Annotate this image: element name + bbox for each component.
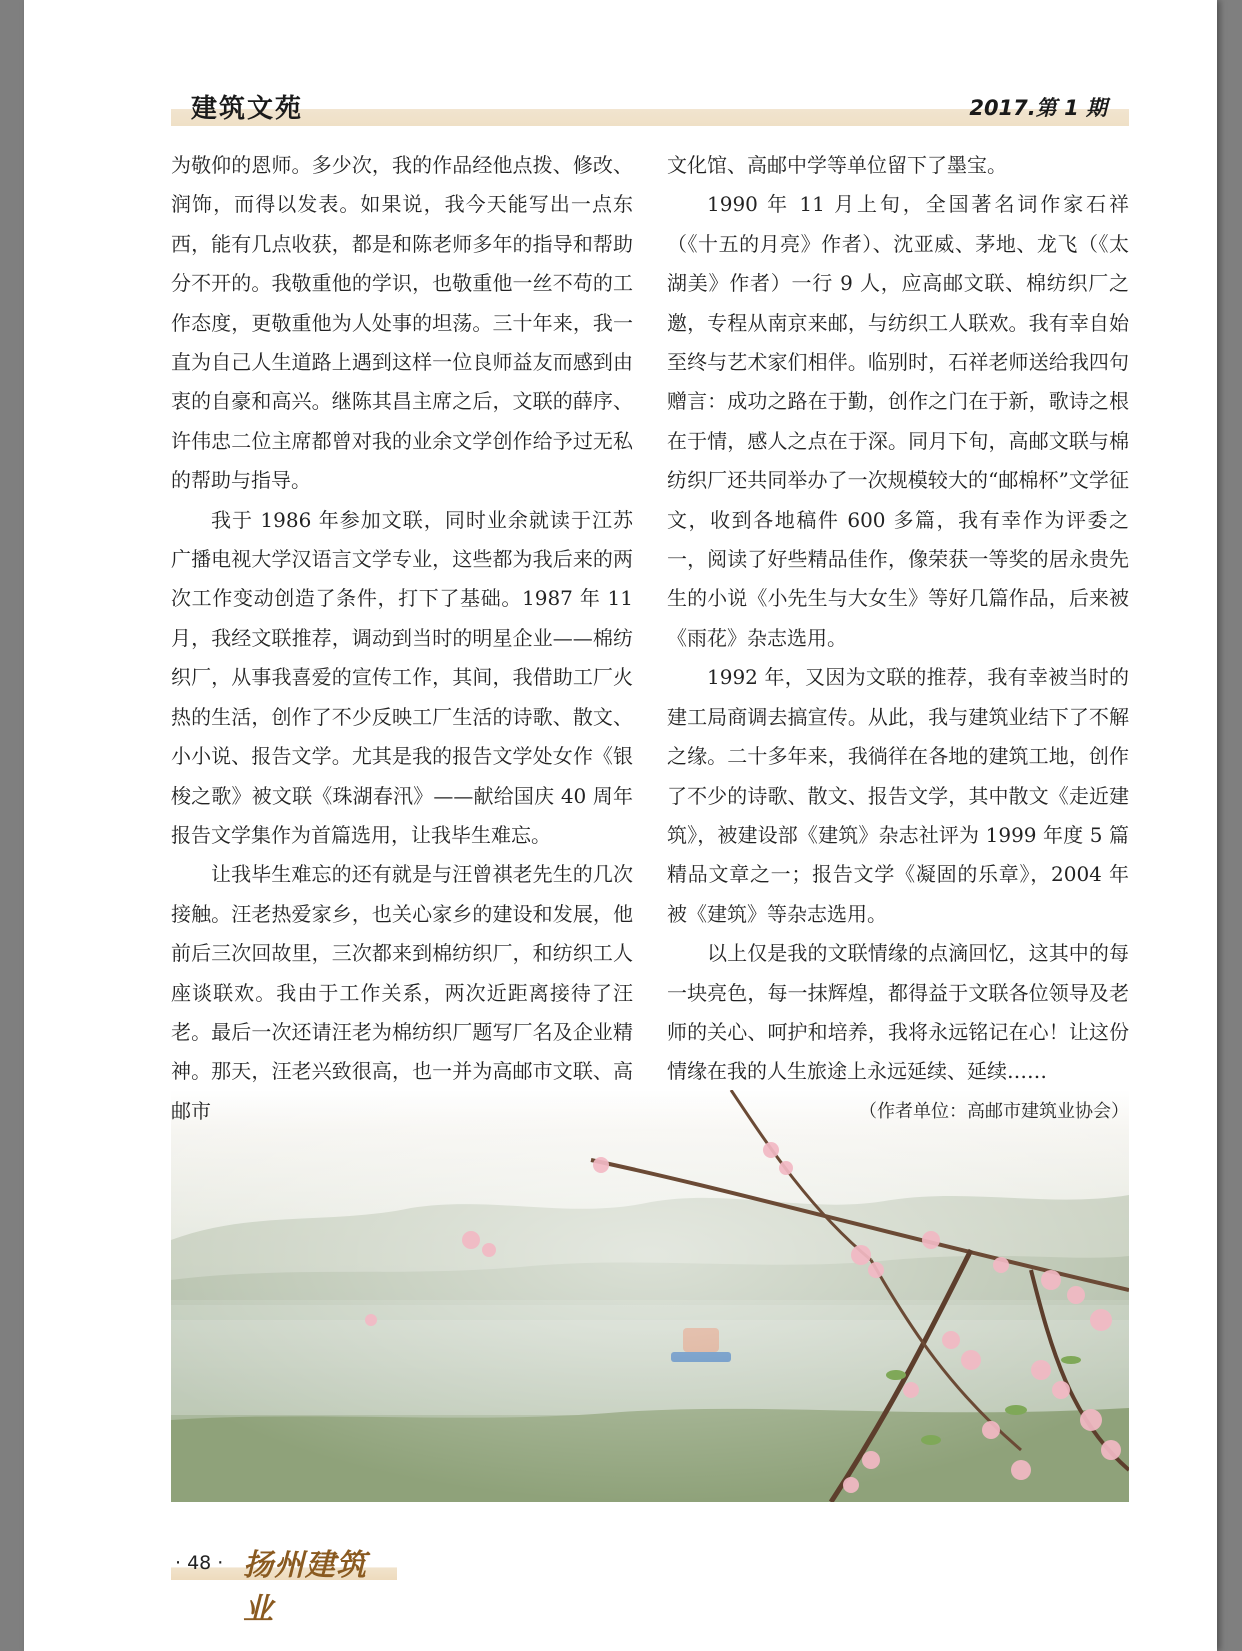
paragraph: 文化馆、高邮中学等单位留下了墨宝。 [667, 153, 1007, 177]
issue-label: 2017.第 1 期 [969, 96, 1107, 120]
paragraph: 我于 1986 年参加文联，同时业余就读于江苏广播电视大学汉语言文学专业，这些都为我后来的两次工作变动创造了条件，打下了基础。1987 年 11 月，我经文联推荐，调动到当时的明星企业——棉纺织厂，从事我喜爱的宣传工作，其间，我借助工厂火热的生活，创作了不少反映工厂生活的诗歌、散文、小小说、报告文学。尤其是我的报告文学处女作《银梭之歌》被文联《珠湖春汛》——献给国庆 40 周年报告文学集作为首篇选用，让我毕生难忘。 [171, 507, 633, 847]
page-footer [171, 1548, 397, 1627]
paragraph: 1992 年，又因为文联的推荐，我有幸被当时的建工局商调去搞宣传。从此，我与建筑业结下了不解之缘。二十多年来，我徜徉在各地的建筑工地，创作了不少的诗歌、散文、报告文学，其中散文《走近建筑》，被建设部《建筑》杂志社评为 1999 年度 5 篇精品文章之一；报告文学《凝固的乐章》，2004 年被《建筑》等杂志选用。 [667, 665, 1129, 926]
magazine-logo: 扬州建筑业 [243, 1548, 367, 1627]
left-column [171, 146, 633, 1131]
paragraph: 以上仅是我的文联情缘的点滴回忆，这其中的每一块亮色，每一抹辉煌，都得益于文联各位领导及老师的关心、呵护和培养，我将永远铭记在心！让这份情缘在我的人生旅途上永远延续、延续…… [667, 941, 1129, 1084]
magazine-page [24, 0, 1217, 1651]
article-body [171, 146, 1129, 1246]
right-column [667, 146, 1129, 1131]
section-title: 建筑文苑 [191, 94, 304, 124]
paragraph: 让我毕生难忘的还有就是与汪曾祺老先生的几次接触。汪老热爱家乡，也关心家乡的建设和发展，他前后三次回故里，三次都来到棉纺织厂，和纺织工人座谈联欢。我由于工作关系，两次近距离接待了汪老。最后一次还请汪老为棉纺织厂题写厂名及企业精神。那天，汪老兴致很高，也一并为高邮市文联、高邮市 [171, 862, 633, 1123]
paragraph: 为敬仰的恩师。多少次，我的作品经他点拨、修改、润饰，而得以发表。如果说，我今天能写出一点东西，能有几点收获，都是和陈老师多年的指导和帮助分不开的。我敬重他的学识，也敬重他一丝不苟的工作态度，更敬重他为人处事的坦荡。三十年来，我一直为自己人生道路上遇到这样一位良师益友而感到由衷的自豪和高兴。继陈其昌主席之后，文联的薛序、许伟忠二位主席都曾对我的业余文学创作给予过无私的帮助与指导。 [171, 153, 633, 493]
page-number: · 48 · [175, 1552, 224, 1574]
author-affiliation: （作者单位：高邮市建筑业协会） [859, 1100, 1129, 1122]
paragraph: 1990 年 11 月上旬，全国著名词作家石祥（《十五的月亮》作者）、沈亚威、茅地、龙飞（《太湖美》作者）一行 9 人，应高邮文联、棉纺织厂之邀，专程从南京来邮，与纺织工人联欢。我有幸自始至终与艺术家们相伴。临别时，石祥老师送给我四句赠言：成功之路在于勤，创作之门在于新，歌诗之根在于情，感人之点在于深。同月下旬，高邮文联与棉纺织厂还共同举办了一次规模较大的“邮棉杯”文学征文，收到各地稿件 600 多篇，我有幸作为评委之一，阅读了好些精品佳作，像荣获一等奖的居永贵先生的小说《小先生与大女生》等好几篇作品，后来被《雨花》杂志选用。 [667, 192, 1129, 650]
page-header [171, 88, 1129, 126]
